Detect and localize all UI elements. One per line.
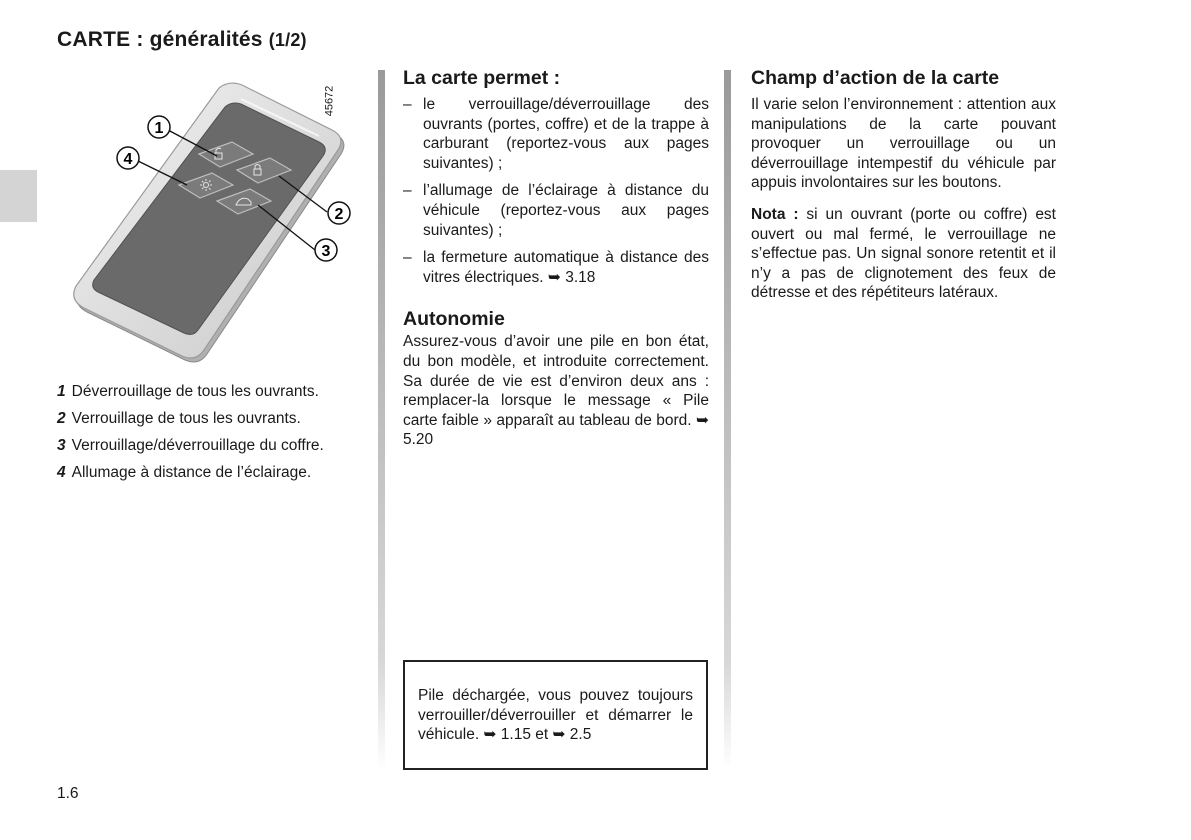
note-box-text: Pile déchargée, vous pouvez toujours verrouiller/déverrouiller et démarrer le véhicule. ➥ 1.15 et ➥ 2.5 xyxy=(418,687,693,744)
callout-1 xyxy=(148,116,170,138)
page-title-part: (1/2) xyxy=(268,30,307,50)
column-card-functions xyxy=(403,66,709,450)
figure-legend xyxy=(57,382,367,490)
column-divider xyxy=(378,70,385,770)
nota-label: Nota : xyxy=(751,205,799,223)
list-item: – la fermeture automatique à distance des vitres électriques. ➥ 3.18 xyxy=(403,248,709,287)
key-card-illustration xyxy=(57,72,357,368)
section-heading-autonomie: Autonomie xyxy=(403,308,505,331)
legend-item: 3 Verrouillage/déverrouillage du coffre. xyxy=(57,437,324,454)
callout-2 xyxy=(328,202,350,224)
svg-text:3: 3 xyxy=(321,243,331,260)
legend-item: 4 Allumage à distance de l’éclairage. xyxy=(57,464,312,481)
svg-text:1: 1 xyxy=(154,120,164,137)
page-number: 1.6 xyxy=(57,785,79,802)
range-paragraph: Il varie selon l’environnement : attention aux manipulations de la carte pouvant provoquer un verrouillage ou un déverrouillage intempestif du véhicule par appuis involontaires sur les boutons. xyxy=(751,96,1056,192)
legend-item: 2 Verrouillage de tous les ouvrants. xyxy=(57,410,301,427)
section-tab-marker xyxy=(0,170,37,222)
page-title-text: CARTE : généralités xyxy=(57,28,263,51)
nota-paragraph xyxy=(751,205,1056,303)
callout-4 xyxy=(117,147,139,169)
column-divider xyxy=(724,70,731,770)
page-title xyxy=(57,28,307,52)
svg-text:2: 2 xyxy=(334,206,344,223)
legend-item: 1 Déverrouillage de tous les ouvrants. xyxy=(57,383,319,400)
list-item: – l’allumage de l’éclairage à distance du véhicule (reportez-vous aux pages suivantes) ; xyxy=(403,181,709,240)
svg-text:4: 4 xyxy=(123,151,133,168)
autonomie-paragraph: Assurez-vous d’avoir une pile en bon état, du bon modèle, et introduite correctement. Sa durée de vie est d’environ deux ans : remplacer-la lorsque le message « Pile carte faible » apparaît au tableau de bord. ➥ 5.20 xyxy=(403,333,709,449)
key-card-shape xyxy=(74,83,344,362)
nota-text: si un ouvrant (porte ou coffre) est ouvert ou mal fermé, le verrouillage ne s’effectue pas. Un signal sonore retentit et il n’y a pas de clignotement des feux de détresse et des répétiteurs latéraux. xyxy=(751,205,1056,302)
figure-number: 45672 xyxy=(323,85,335,117)
card-functions-list xyxy=(403,95,709,287)
list-item: – le verrouillage/déverrouillage des ouvrants (portes, coffre) et de la trappe à carburant (reportez-vous aux pages suivantes) ; xyxy=(403,95,709,173)
note-box xyxy=(403,660,708,770)
callout-3 xyxy=(315,239,337,261)
section-heading-card-range: Champ d’action de la carte xyxy=(751,67,1000,89)
section-heading-card-allows: La carte permet : xyxy=(403,67,561,89)
column-card-range xyxy=(751,66,1056,303)
